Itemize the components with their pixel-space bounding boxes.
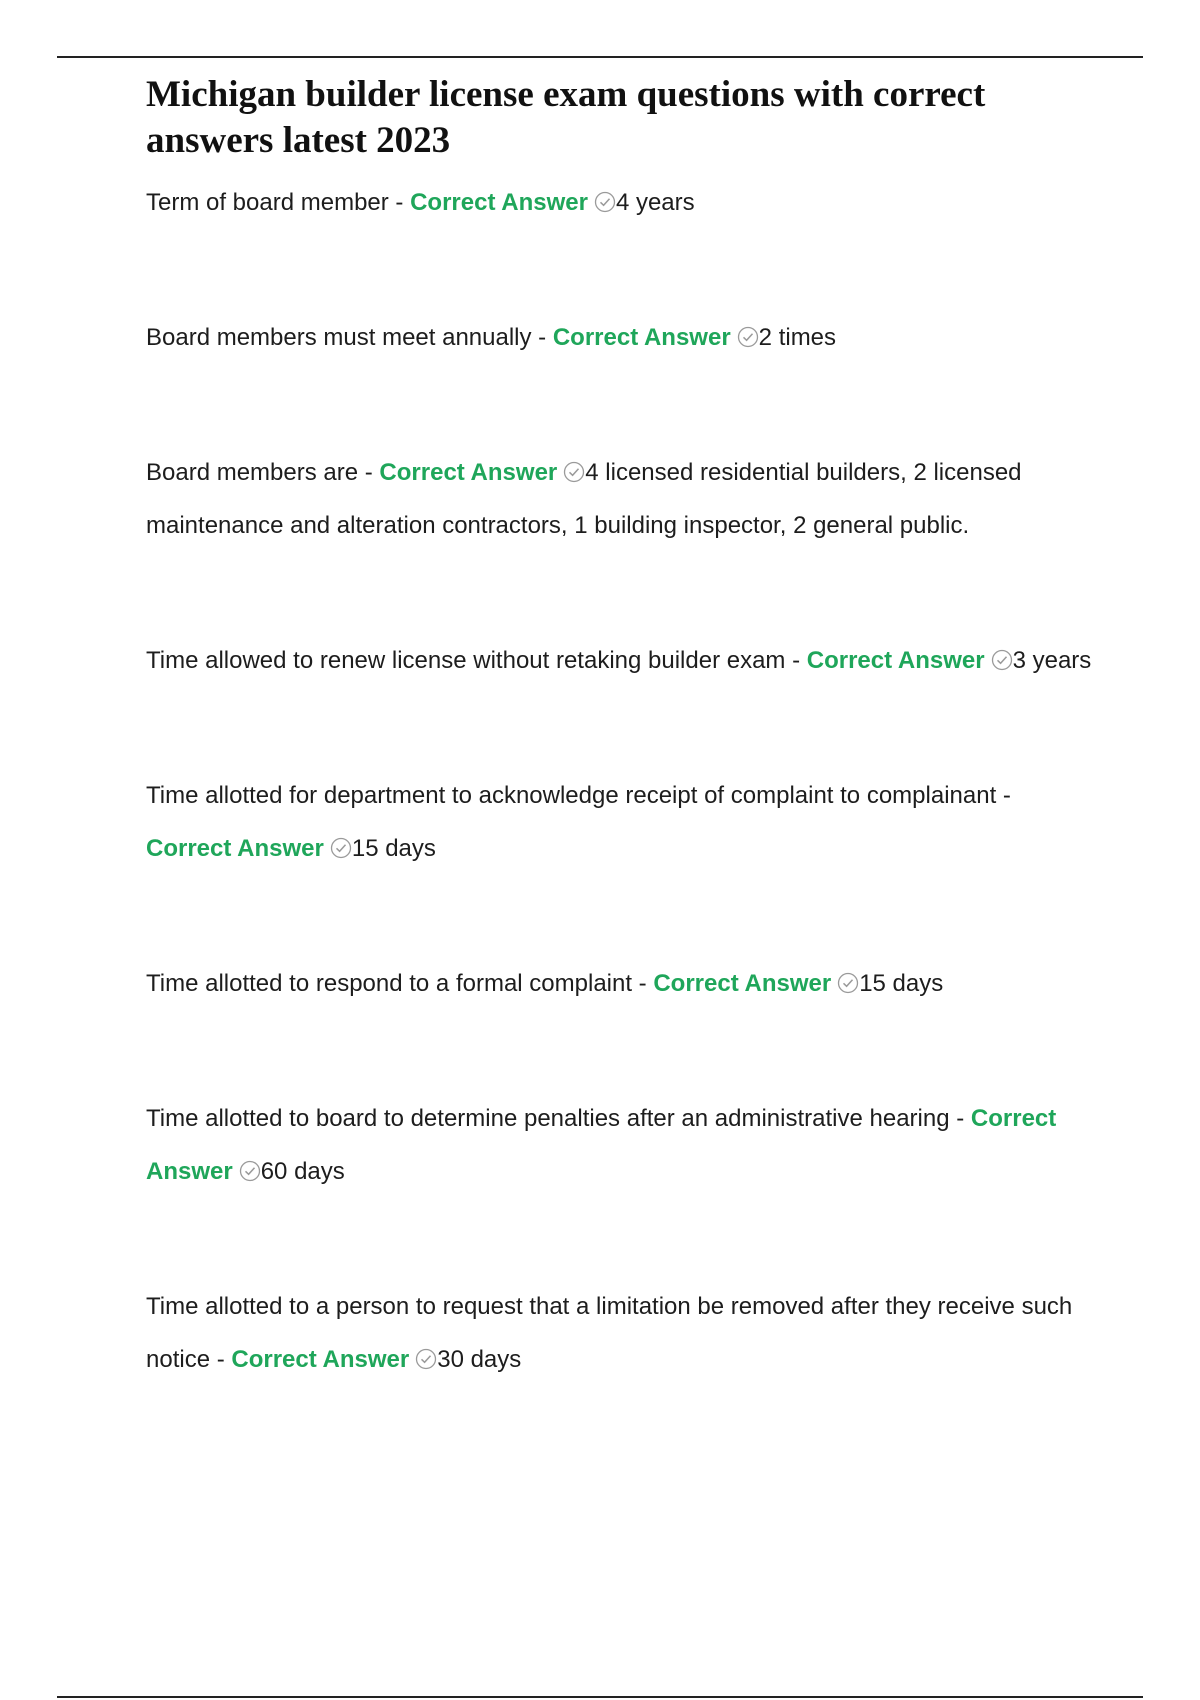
bottom-rule [57, 1696, 1143, 1698]
top-rule [57, 56, 1143, 58]
question-text: Time allotted to board to determine penalties after an administrative hearing [146, 1105, 950, 1132]
document-title: Michigan builder license exam questions with correct answers latest 2023 [146, 74, 986, 161]
separator: - [949, 1105, 971, 1132]
qa-item [146, 311, 1096, 364]
separator: - [388, 189, 411, 216]
answer-text: 15 days [351, 835, 436, 862]
correct-answer-label: Correct Answer [653, 970, 832, 997]
check-circle-icon [330, 837, 352, 859]
qa-item [146, 957, 1096, 1010]
check-circle-icon [415, 1348, 437, 1370]
correct-answer-label: Correct Answer [231, 1346, 410, 1373]
correct-answer-label: Correct Answer [806, 647, 985, 674]
question-text: Time allotted for department to acknowledge receipt of complaint to complainant [146, 782, 997, 809]
check-circle-icon [837, 972, 859, 994]
qa-item [146, 1280, 1096, 1386]
question-text: Board members are [146, 459, 359, 486]
answer-text: 2 times [758, 324, 837, 351]
correct-answer-label: Correct Answer [146, 1105, 1057, 1185]
correct-answer-label: Correct Answer [379, 459, 558, 486]
separator: - [632, 970, 654, 997]
separator: - [996, 782, 1011, 809]
correct-answer-label: Correct Answer [552, 324, 731, 351]
correct-answer-label: Correct Answer [146, 835, 324, 862]
qa-item [146, 1092, 1096, 1198]
question-text: Term of board member [146, 189, 389, 216]
question-text: Time allotted to a person to request that a limitation be removed after they receive such notice [146, 1293, 1073, 1373]
answer-text: 30 days [437, 1346, 522, 1373]
check-circle-icon [594, 191, 616, 213]
answer-text: 3 years [1012, 647, 1092, 674]
qa-item [146, 634, 1096, 687]
question-text: Board members must meet annually [146, 324, 532, 351]
separator: - [531, 324, 553, 351]
correct-answer-label: Correct Answer [410, 189, 588, 216]
separator: - [358, 459, 380, 486]
qa-item [146, 176, 1096, 229]
question-text: Time allowed to renew license without retaking builder exam [146, 647, 786, 674]
answer-text: 15 days [859, 970, 944, 997]
check-circle-icon [239, 1160, 261, 1182]
question-text: Time allotted to respond to a formal complaint [146, 970, 633, 997]
answer-text: 4 licensed residential builders, 2 licensed maintenance and alteration contractors, 1 building inspector, 2 general public. [146, 459, 1022, 539]
answer-text: 60 days [260, 1158, 345, 1185]
check-circle-icon [563, 461, 585, 483]
separator: - [785, 647, 807, 674]
check-circle-icon [737, 326, 759, 348]
document-body [146, 72, 1096, 1386]
check-circle-icon [991, 649, 1013, 671]
separator: - [210, 1346, 232, 1373]
answer-text: 4 years [615, 189, 695, 216]
qa-item [146, 446, 1096, 552]
qa-item [146, 769, 1096, 875]
